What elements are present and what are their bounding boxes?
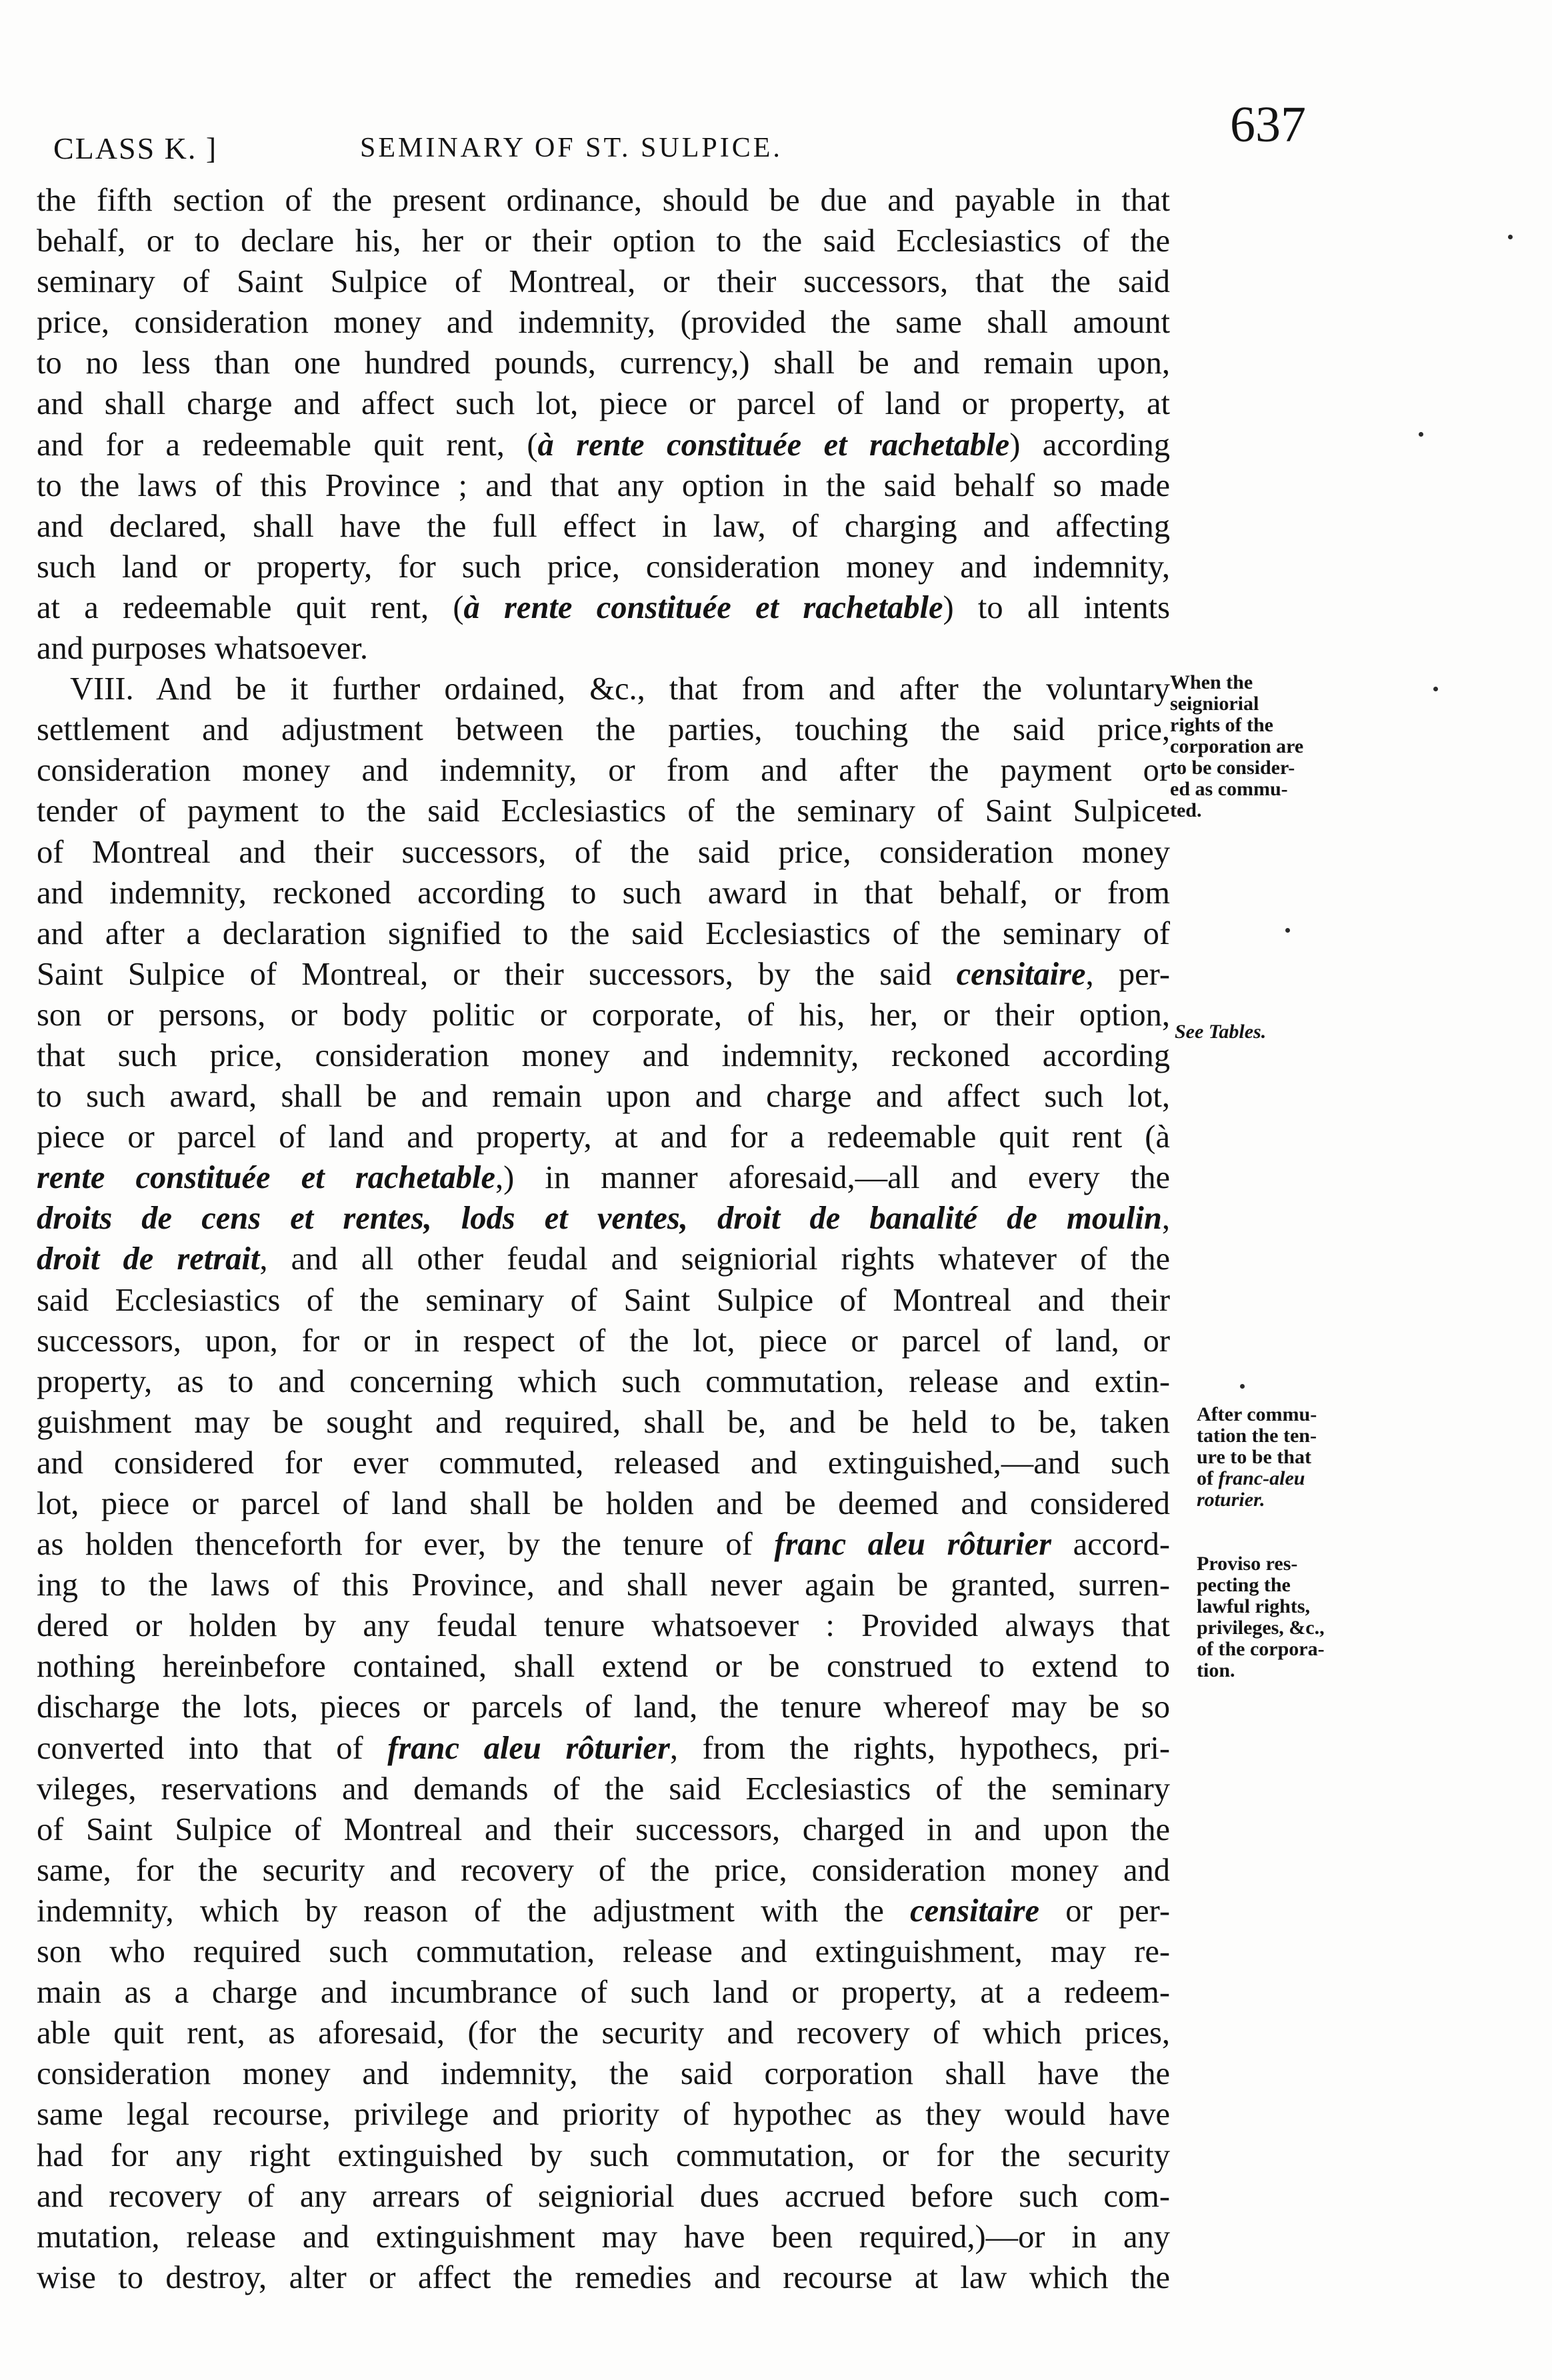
side-note-line: seigniorial [1170, 693, 1259, 715]
side-note-line: Proviso res- [1197, 1553, 1298, 1575]
side-note-line: After commu- [1197, 1403, 1317, 1425]
text-line: to the laws of this Province ; and that any option in the said behalf so made [37, 467, 1170, 503]
text-line: and purposes whatsoever. [37, 631, 369, 667]
side-note-line: rights of the [1170, 714, 1273, 736]
text-line: and indemnity, reckoned according to such award in that behalf, or from [37, 875, 1170, 911]
text-line: Saint Sulpice of Montreal, or their successors, by the said censitaire, per- [37, 956, 1170, 992]
side-note-tenure [1197, 1404, 1317, 1511]
side-note-line: of the corpora- [1197, 1638, 1325, 1660]
side-note-proviso [1197, 1553, 1325, 1681]
text-line: mutation, release and extinguishment may have been required,)—or in any [37, 2219, 1170, 2255]
text-line: guishment may be sought and required, shall be, and be held to be, taken [37, 1404, 1170, 1440]
text-line: same, for the security and recovery of the price, consideration money and [37, 1852, 1170, 1888]
text-line: discharge the lots, pieces or parcels of land, the tenure whereof may be so [37, 1689, 1170, 1725]
text-line: converted into that of franc aleu rôturier, from the rights, hypothecs, pri- [37, 1730, 1170, 1766]
side-note-line: privileges, &c., [1197, 1617, 1325, 1639]
text-line: to such award, shall be and remain upon and charge and affect such lot, [37, 1079, 1170, 1115]
text-line: and for a redeemable quit rent, (à rente constituée et rachetable) according [37, 427, 1171, 463]
text-line: piece or parcel of land and property, at and for a redeemable quit rent (à [37, 1119, 1170, 1155]
text-line: lot, piece or parcel of land shall be holden and be deemed and considered [37, 1486, 1170, 1521]
text-line: dered or holden by any feudal tenure whatsoever : Provided always that [37, 1608, 1170, 1644]
text-line: the fifth section of the present ordinance, should be due and payable in that [37, 183, 1170, 218]
print-speck [1240, 1384, 1245, 1389]
body-text [37, 180, 1170, 2298]
print-speck [1433, 687, 1438, 691]
text-line: settlement and adjustment between the parties, touching the said price, [37, 712, 1170, 748]
text-line: able quit rent, as aforesaid, (for the security and recovery of which prices, [37, 2015, 1170, 2051]
text-line: successors, upon, for or in respect of the lot, piece or parcel of land, or [37, 1323, 1170, 1359]
text-line: of Saint Sulpice of Montreal and their successors, charged in and upon the [37, 1811, 1170, 1847]
side-note-line: tation the ten- [1197, 1425, 1317, 1447]
text-line: and shall charge and affect such lot, piece or parcel of land or property, at [37, 386, 1170, 422]
text-line: at a redeemable quit rent, (à rente constituée et rachetable) to all intents [37, 589, 1170, 625]
text-line: rente constituée et rachetable,) in manner aforesaid,—all and every the [37, 1160, 1170, 1196]
text-line: such land or property, for such price, consideration money and indemnity, [37, 549, 1170, 585]
text-line: consideration money and indemnity, or from and after the payment or [37, 753, 1170, 789]
text-line: said Ecclesiastics of the seminary of Saint Sulpice of Montreal and their [37, 1282, 1170, 1318]
side-note-line: to be consider- [1170, 757, 1295, 779]
text-line: and considered for ever commuted, released and extinguished,—and such [37, 1445, 1170, 1481]
class-label: CLASS K. ] [53, 131, 218, 165]
text-line: son who required such commutation, release and extinguishment, may re- [37, 1934, 1170, 1970]
text-line: son or persons, or body politic or corporate, of his, her, or their option, [37, 997, 1170, 1033]
text-line: that such price, consideration money and indemnity, reckoned according [37, 1037, 1170, 1073]
text-line: vileges, reservations and demands of the said Ecclesiastics of the seminary [37, 1771, 1170, 1807]
text-line: and declared, shall have the full effect in law, of charging and affecting [37, 508, 1170, 544]
side-note-line: lawful rights, [1197, 1595, 1311, 1617]
print-speck [1285, 928, 1290, 933]
text-line: main as a charge and incumbrance of such land or property, at a redeem- [37, 1975, 1170, 2011]
text-line: and recovery of any arrears of seigniorial dues accrued before such com- [37, 2178, 1170, 2214]
text-line: price, consideration money and indemnity, (provided the same shall amount [37, 305, 1170, 341]
text-line: had for any right extinguished by such commutation, or for the security [37, 2137, 1170, 2173]
text-line: droits de cens et rentes, lods et ventes, droit de banalité de moulin, [37, 1201, 1170, 1237]
text-line: same legal recourse, privilege and priority of hypothec as they would have [37, 2097, 1170, 2133]
side-note-line: corporation are [1170, 735, 1304, 757]
side-note-line: When the [1170, 671, 1253, 693]
text-line: property, as to and concerning which such commutation, release and extin- [37, 1363, 1170, 1399]
text-line: of Montreal and their successors, of the said price, consideration money [37, 834, 1170, 870]
text-line: to no less than one hundred pounds, currency,) shall be and remain upon, [37, 345, 1170, 381]
text-line: VIII. And be it further ordained, &c., that from and after the voluntary [70, 671, 1170, 707]
side-note-line: roturier. [1197, 1489, 1265, 1511]
side-note-line: ed as commu- [1170, 778, 1288, 800]
side-note-line: ted. [1170, 799, 1202, 821]
text-line: tender of payment to the said Ecclesiastics of the seminary of Saint Sulpice [37, 793, 1170, 829]
running-title: SEMINARY OF ST. SULPICE. [360, 133, 783, 163]
side-note-line: of franc-aleu [1197, 1467, 1305, 1489]
page-number: 637 [1230, 97, 1306, 153]
side-note-line: See Tables. [1175, 1021, 1267, 1043]
side-note-see-tables [1175, 1021, 1266, 1043]
text-line: indemnity, which by reason of the adjustment with the censitaire or per- [37, 1893, 1171, 1929]
print-speck [1419, 432, 1423, 437]
text-line: droit de retrait, and all other feudal and seigniorial rights whatever of the [37, 1241, 1170, 1277]
text-line: behalf, or to declare his, her or their option to the said Ecclesiastics of the [37, 223, 1170, 259]
text-line: ing to the laws of this Province, and shall never again be granted, surren- [37, 1567, 1170, 1603]
side-note-line: tion. [1197, 1659, 1235, 1681]
print-speck [1508, 235, 1513, 239]
text-line: and after a declaration signified to the said Ecclesiastics of the seminary of [37, 915, 1170, 951]
side-note-line: pecting the [1197, 1574, 1291, 1596]
side-note-line: ure to be that [1197, 1446, 1311, 1468]
text-line: as holden thenceforth for ever, by the tenure of franc aleu rôturier accord- [37, 1527, 1170, 1563]
text-line: wise to destroy, alter or affect the remedies and recourse at law which the [37, 2259, 1170, 2295]
running-head [53, 79, 1320, 165]
text-line: nothing hereinbefore contained, shall extend or be construed to extend to [37, 1649, 1170, 1685]
side-note-commutation [1170, 672, 1303, 821]
text-line: consideration money and indemnity, the said corporation shall have the [37, 2056, 1170, 2092]
text-line: seminary of Saint Sulpice of Montreal, or their successors, that the said [37, 264, 1170, 300]
